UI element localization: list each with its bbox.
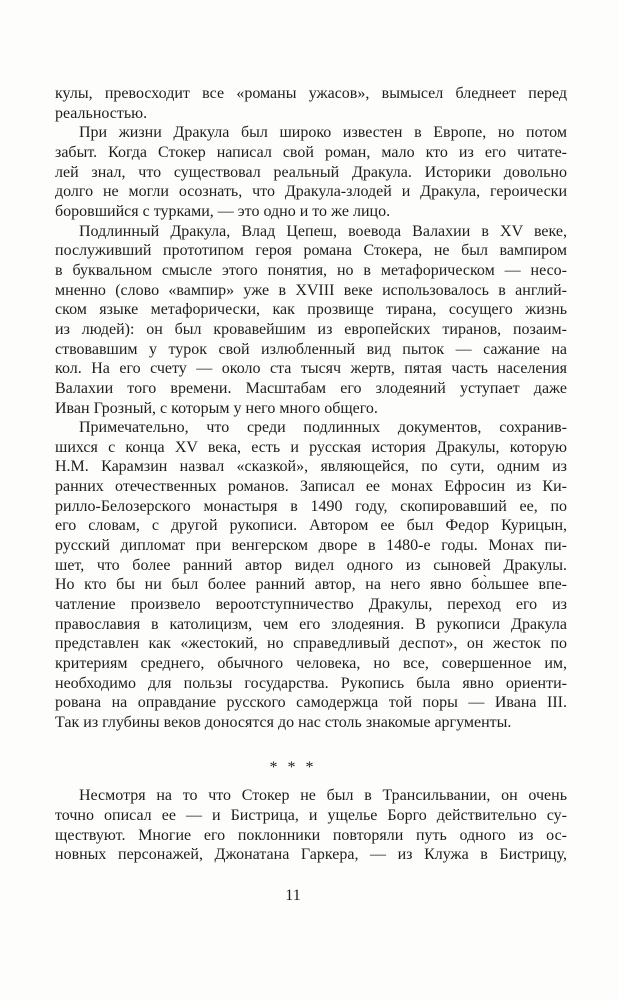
paragraph	[55, 786, 567, 865]
text-line: мненно (слово «вампир» уже в XVIII веке использовалось в англий-	[55, 281, 567, 299]
paragraph	[55, 222, 567, 419]
text-line: Примечательно, что среди подлинных документов, сохранив-	[79, 419, 567, 437]
text-line: представлен как «жестокий, но справедливый деспот», он жесток по	[55, 635, 567, 653]
text-line: послуживший прототипом героя романа Стокера, не был вампиром	[55, 242, 567, 260]
paragraph	[55, 418, 567, 733]
text-line: долго не могли осознать, что Дракула-злодей и Дракула, героически	[55, 183, 567, 201]
text-line: ранних отечественных романов. Записал ее монах Ефросин из Ки-	[55, 478, 567, 496]
text-line: в буквальном смысле этого понятия, но в метафорическом — несо-	[55, 261, 567, 279]
text-line: При жизни Дракула был широко известен в Европе, но потом	[79, 124, 567, 142]
text-line: православия в католицизм, чем его злодеяния. В рукописи Дракула	[55, 615, 567, 633]
text-line: его словам, с другой рукописи. Автором ее был Федор Курицын,	[55, 517, 567, 535]
text-line: кулы, превосходит все «романы ужасов», вымысел бледнеет перед	[55, 85, 567, 102]
text-line: лей знал, что существовал реальный Дракула. Историки довольно	[55, 163, 567, 181]
page-number: 11	[285, 887, 301, 904]
text-line: Подлинный Дракула, Влад Цепеш, воевода Валахии в XV веке,	[79, 222, 567, 240]
text-line: шет, что более ранний автор видел одного из сыновей Дракулы.	[55, 556, 567, 574]
text-line: Несмотря на то что Стокер не был в Трансильвании, он очень	[79, 787, 567, 805]
text-line: русский дипломат при венгерском дворе в 1480-е годы. Монах пи-	[55, 537, 567, 555]
text-block	[55, 84, 567, 865]
text-line: Иван Грозный, с которым у него много общего.	[55, 399, 378, 417]
text-line: необходимо для пользы государства. Рукопись была явно ориенти-	[55, 674, 567, 692]
text-line: реальностью.	[55, 104, 148, 122]
text-line: из людей): он был кровавейшим из европейских тиранов, позаим-	[55, 320, 567, 338]
text-line: новных персонажей, Джонатана Гаркера, — из Клужа в Бистрицу,	[55, 846, 567, 864]
text-line: рилло-Белозерского монастыря в 1490 году, скопировавший ее, по	[55, 497, 567, 515]
text-line: Н.М. Карамзин назвал «сказкой», являющейся, по сути, одним из	[55, 458, 567, 476]
text-line: чатление произвело вероотступничество Дракулы, переход его из	[55, 596, 567, 614]
text-line: Так из глубины веков доносятся до нас столь знакомые аргументы.	[55, 714, 512, 731]
text-line: критериям среднего, обычного человека, но все, совершенное им,	[55, 655, 567, 673]
text-line: ществуют. Многие его поклонники повторяли путь одного из ос-	[55, 826, 567, 844]
text-line: ствовавшим у турок свой излюбленный вид пыток — сажание на	[55, 340, 567, 358]
text-line: шихся с конца XV века, есть и русская история Дракулы, которую	[55, 438, 567, 456]
section-separator: * * *	[269, 758, 317, 776]
text-line: точно описал ее — и Бистрица, и ущелье Борго действительно су-	[55, 806, 567, 824]
text-line: забыт. Когда Стокер написал свой роман, мало кто из его читате-	[55, 143, 567, 161]
text-line: рована на оправдание русского самодержца той поры — Ивана III.	[55, 694, 567, 712]
text-line: Но кто бы ни был более ранний автор, на него явно бо̀льшее впе-	[55, 576, 567, 594]
text-line: кол. На его счету — около ста тысяч жертв, пятая часть населения	[55, 360, 567, 378]
text-line: Валахии того времени. Масштабам его злодеяний уступает даже	[55, 379, 567, 397]
text-line: ском языке метафорически, как прозвище тирана, сосущего жизнь	[55, 301, 567, 319]
paragraph	[55, 123, 567, 221]
text-line: боровшийся с турками, — это одно и то же лицо.	[55, 202, 391, 220]
paragraph	[55, 84, 567, 123]
